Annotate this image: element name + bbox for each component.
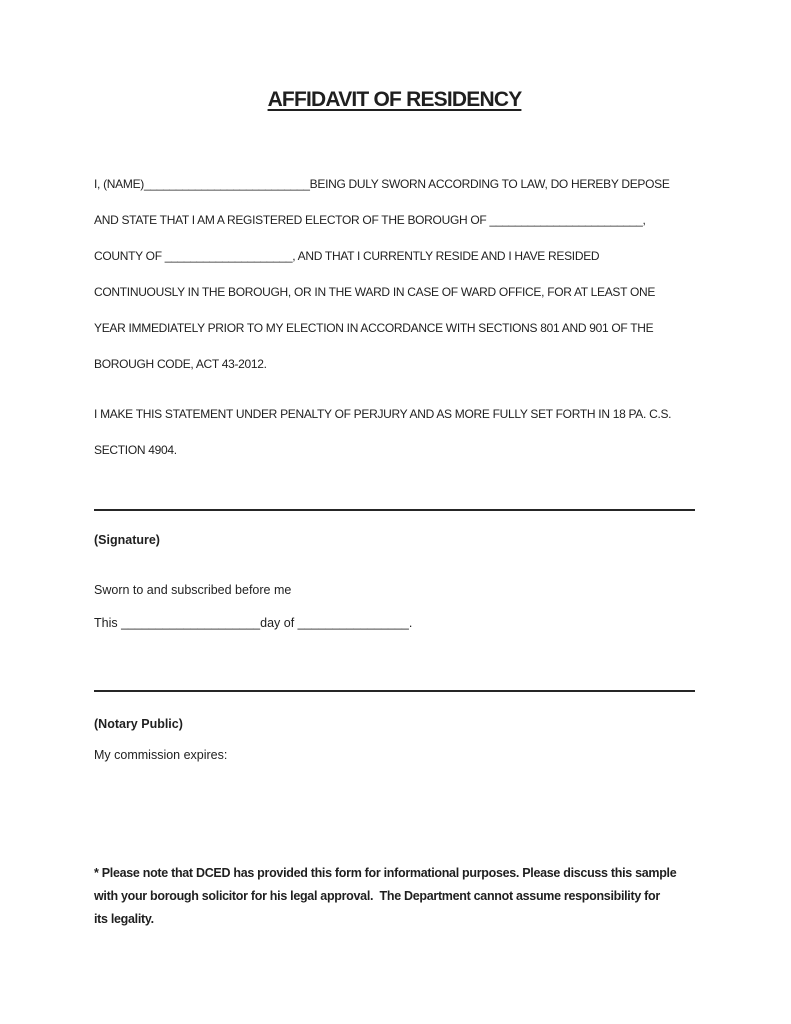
commission-expires-text: My commission expires:: [94, 748, 228, 762]
affidavit-body-paragraph: [94, 166, 695, 382]
signature-label: (Signature): [94, 533, 160, 547]
body-line: YEAR IMMEDIATELY PRIOR TO MY ELECTION IN ACCORDANCE WITH SECTIONS 801 AND 901 OF THE: [94, 321, 654, 335]
notary-rule-line: [94, 690, 695, 692]
signature-rule-line: [94, 509, 695, 511]
footer-disclaimer-note: [94, 862, 695, 931]
footer-line: its legality.: [94, 912, 154, 926]
body-line: SECTION 4904.: [94, 443, 177, 457]
body-line: CONTINUOUSLY IN THE BOROUGH, OR IN THE WARD IN CASE OF WARD OFFICE, FOR AT LEAST ONE: [94, 285, 656, 299]
date-fill-line: This ____________________day of ________________.: [94, 616, 413, 630]
body-line: COUNTY OF ____________________, AND THAT I CURRENTLY RESIDE AND I HAVE RESIDED: [94, 249, 600, 263]
body-line: AND STATE THAT I AM A REGISTERED ELECTOR OF THE BOROUGH OF ________________________,: [94, 213, 646, 227]
document-title: AFFIDAVIT OF RESIDENCY: [267, 88, 522, 111]
perjury-statement-paragraph: [94, 396, 695, 468]
body-line: I, (NAME)__________________________BEING DULY SWORN ACCORDING TO LAW, DO HEREBY DEPOSE: [94, 177, 670, 191]
sworn-statement-text: Sworn to and subscribed before me: [94, 583, 292, 597]
footer-line: with your borough solicitor for his legal approval. The Department cannot assume responsibility for: [94, 889, 660, 903]
body-line: BOROUGH CODE, ACT 43-2012.: [94, 357, 267, 371]
body-line: I MAKE THIS STATEMENT UNDER PENALTY OF PERJURY AND AS MORE FULLY SET FORTH IN 18 PA. C.S.: [94, 407, 672, 421]
notary-public-label: (Notary Public): [94, 717, 183, 731]
footer-line: * Please note that DCED has provided this form for informational purposes. Please discuss this sample: [94, 866, 677, 880]
